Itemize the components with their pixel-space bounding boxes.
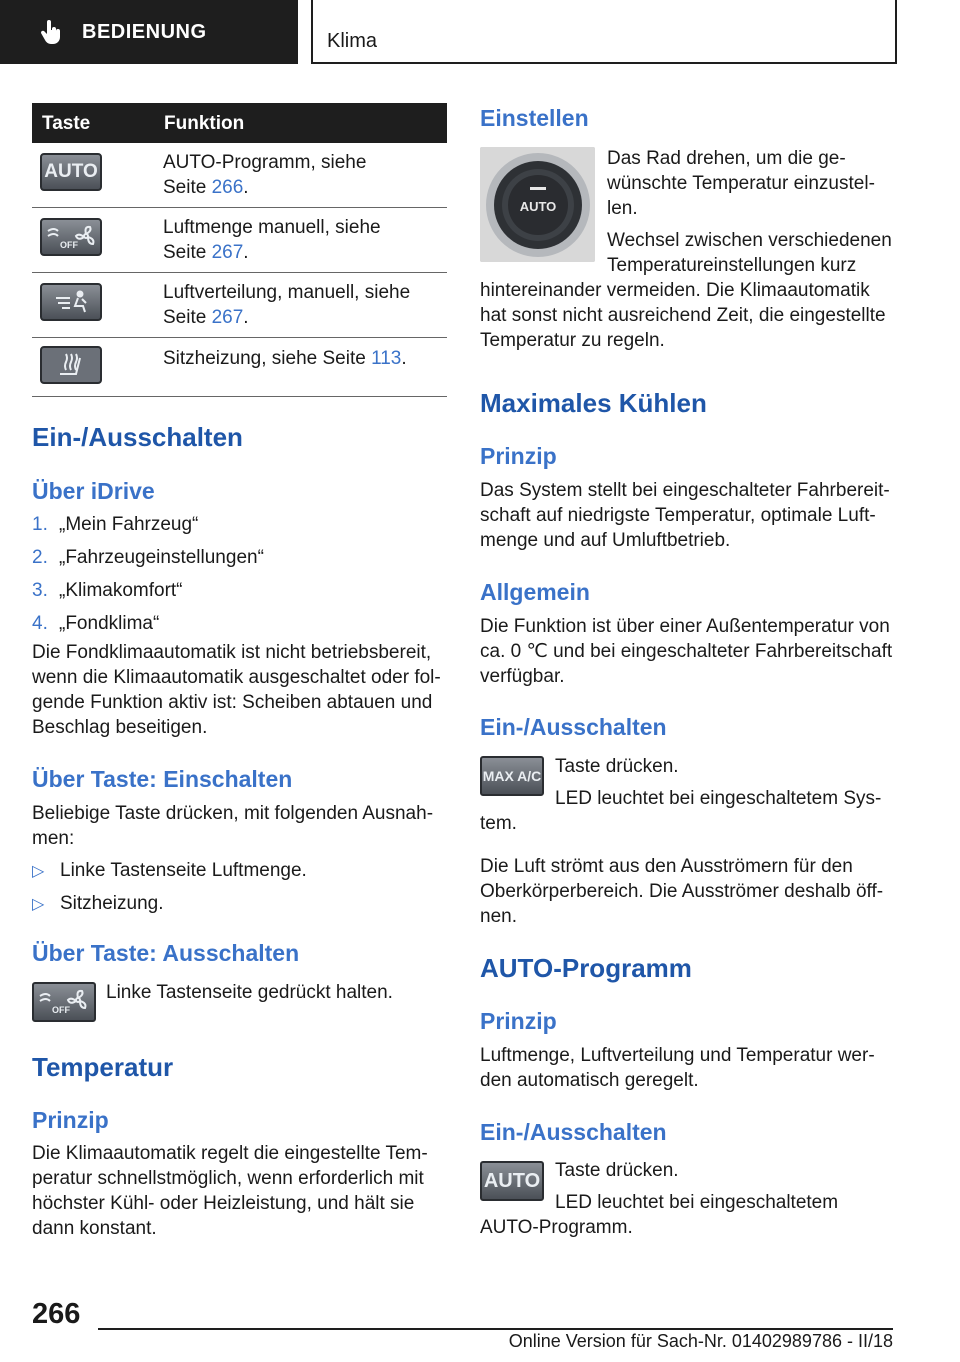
fan-off-button-icon: [32, 982, 96, 1022]
maxac-text-3: Die Luft strömt aus den Ausströmern für den Oberkörperbereich. Die Ausströmer deshalb öff- nen.: [480, 856, 884, 927]
page-link[interactable]: 267: [211, 242, 244, 263]
svg-text:OFF: OFF: [52, 1005, 70, 1015]
footer-version-text: Online Version für Sach-Nr. 01402989786 - II/18: [508, 1331, 893, 1351]
svg-text:AUTO: AUTO: [519, 199, 557, 214]
page-link[interactable]: 266: [211, 177, 244, 198]
prinzip-text: Die Klimaautomatik regelt die eingestellte Tem- peratur schnellstmöglich, wenn erforderlich mit höchster Kühl- oder Heizleistung, und hält sie dann konstant.: [32, 1143, 428, 1239]
seat-heating-button-icon: [40, 346, 102, 384]
auto-text-2: LED leuchtet bei eingeschaltetem: [555, 1192, 839, 1213]
temperature-knob-icon: [480, 147, 595, 262]
heading-taste-einschalten: Über Taste: Einschalten: [32, 766, 293, 792]
auto-prinzip-text: Luftmenge, Luftverteilung und Temperatur wer- den automatisch geregelt.: [480, 1045, 875, 1091]
maxac-text-2-rest: tem.: [480, 813, 517, 834]
row-description: Luftverteilung, manuell, siehe Seite 267.: [163, 282, 411, 328]
heading-prinzip: Prinzip: [480, 443, 557, 469]
list-item: ▷ Linke Tastenseite Luftmenge.: [32, 858, 307, 891]
heading-auto-programm: AUTO-Programm: [480, 953, 692, 983]
taste-aus-text: Linke Tastenseite gedrückt halten.: [106, 982, 393, 1003]
auto-button-icon: AUTO: [480, 1161, 544, 1201]
column-header-function: Funktion: [164, 113, 245, 134]
heading-ueber-idrive: Über iDrive: [32, 478, 155, 504]
table-row: [32, 338, 447, 397]
maxac-text-2: LED leuchtet bei eingeschaltetem Sys-: [555, 788, 882, 809]
page-link[interactable]: 113: [371, 348, 402, 369]
heading-allgemein: Allgemein: [480, 579, 590, 605]
heading-einstellen: Einstellen: [480, 105, 589, 131]
table-row: [32, 208, 447, 273]
page-link[interactable]: 267: [211, 307, 244, 328]
table-row: [32, 143, 447, 208]
row-description: AUTO-Programm, siehe Seite 266.: [163, 152, 367, 198]
einstellen-text-1: Das Rad drehen, um die ge- wünschte Temperatur einzustel- len.: [607, 148, 875, 219]
table-header: [32, 103, 447, 143]
fan-off-button-icon: [40, 218, 102, 256]
heading-prinzip: Prinzip: [32, 1107, 109, 1133]
list-item: 4. „Fondklima“: [32, 613, 160, 634]
svg-text:OFF: OFF: [60, 240, 78, 250]
auto-text-1: Taste drücken.: [555, 1160, 679, 1181]
list-item: 2. „Fahrzeugeinstellungen“: [32, 547, 264, 568]
chapter-label: BEDIENUNG: [82, 20, 207, 43]
maxac-text-1: Taste drücken.: [555, 756, 679, 777]
topic-tab: [311, 0, 897, 64]
row-description: Sitzheizung, siehe Seite 113.: [163, 348, 407, 369]
einstellen-text-2: Wechsel zwischen verschiedenen Temperatureinstellungen kurz: [607, 230, 892, 276]
hand-pointer-icon: [38, 19, 64, 45]
row-description: Luftmenge manuell, siehe Seite 267.: [163, 217, 381, 263]
heading-maximales-kuehlen: Maximales Kühlen: [480, 388, 707, 418]
heading-taste-ausschalten: Über Taste: Ausschalten: [32, 940, 300, 966]
table-row: [32, 273, 447, 338]
triangle-bullet-icon: ▷: [32, 863, 45, 880]
temperature-knob-image: [480, 147, 595, 262]
list-item: 1. „Mein Fahrzeug“: [32, 514, 199, 535]
column-header-key: Taste: [42, 113, 91, 134]
triangle-bullet-icon: ▷: [32, 896, 45, 913]
step-list: [32, 512, 264, 644]
chapter-tab: [0, 0, 298, 64]
heading-ein-ausschalten: Ein-/Ausschalten: [480, 1119, 667, 1145]
allgemein-text: Die Funktion ist über einer Außentemperatur von ca. 0 ℃ und bei eingeschalteter Fahrbereitschaft verfügbar.: [480, 616, 893, 687]
auto-button-icon: AUTO: [40, 153, 102, 191]
air-distribution-button-icon: [40, 283, 102, 321]
heading-prinzip: Prinzip: [480, 1008, 557, 1034]
max-prinzip-text: Das System stellt bei eingeschalteter Fahrbereit- schaft auf niedrigste Temperatur, optimale Luft- menge und auf Umluftbetrieb.: [480, 480, 890, 551]
heading-temperatur: Temperatur: [32, 1052, 174, 1082]
idrive-note: Die Fondklimaautomatik ist nicht betriebsbereit, wenn die Klimaautomatik ausgeschaltet oder fol- gende Funktion aktiv ist: Scheiben abtauen und Beschlag beseitigen.: [32, 642, 441, 738]
list-item: 3. „Klimakomfort“: [32, 580, 183, 601]
einstellen-text-2-rest: hintereinander vermeiden. Die Klimaautomatik hat sonst nicht ausreichend Zeit, die eingestellte Temperatur zu regeln.: [480, 280, 886, 351]
max-ac-button-icon: MAX A/C: [480, 756, 544, 796]
topic-label: Klima: [327, 30, 378, 52]
auto-text-2-rest: AUTO-Programm.: [480, 1217, 633, 1238]
footer-rule: [98, 1328, 893, 1330]
heading-ein-ausschalten: Ein-/Ausschalten: [480, 714, 667, 740]
list-item: ▷ Sitzheizung.: [32, 891, 307, 924]
heading-ein-ausschalten: Ein-/Ausschalten: [32, 422, 243, 452]
taste-ein-text: Beliebige Taste drücken, mit folgenden Ausnah- men:: [32, 803, 434, 849]
bullet-list: [32, 858, 307, 924]
page-number: 266: [32, 1298, 81, 1330]
